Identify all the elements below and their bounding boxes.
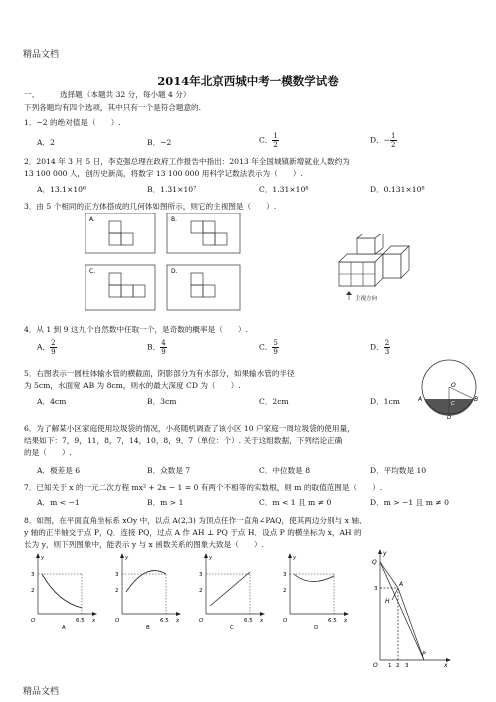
svg-text:P: P xyxy=(422,651,426,658)
q3-options-figure xyxy=(85,213,300,313)
q7-option-c: C．m < 1 且 m ≠ 0 xyxy=(259,498,332,507)
svg-text:x: x xyxy=(176,618,180,624)
q1-option-d xyxy=(370,132,397,149)
svg-text:2: 2 xyxy=(199,588,203,594)
svg-text:H: H xyxy=(385,598,390,605)
svg-text:O: O xyxy=(31,618,36,624)
q2-line2: 13 100 000 人，创历史新高，将数字 13 100 000 用科学记数法表示为（ ）. xyxy=(24,169,303,178)
q7-option-b: B．m > 1 xyxy=(147,498,184,507)
section-label: 一、 xyxy=(24,90,40,99)
q6-option-c: C．中位数是 8 xyxy=(259,466,311,475)
q1-d-prefix: D．− xyxy=(370,135,391,145)
svg-text:Q: Q xyxy=(372,559,377,566)
svg-text:O: O xyxy=(199,618,204,624)
q2-option-c: C．1.31×10⁸ xyxy=(259,185,309,194)
q5-line1: 5．右图表示一圆柱体输水管的横截面，阴影部分为有水部分，如果输水管的半径 xyxy=(24,369,295,378)
svg-text:3: 3 xyxy=(115,572,119,578)
svg-text:B: B xyxy=(146,625,150,630)
q5-option-b: B．3cm xyxy=(147,397,177,406)
svg-text:C: C xyxy=(230,625,234,630)
q6-option-a: A．极差是 6 xyxy=(37,466,81,475)
svg-text:3: 3 xyxy=(199,572,203,578)
q6-option-d: D．平均数是 10 xyxy=(370,466,427,475)
svg-text:3: 3 xyxy=(283,572,287,578)
svg-text:3: 3 xyxy=(374,586,378,592)
q5-option-c: C．2cm xyxy=(259,397,289,406)
q1-option-c xyxy=(259,132,279,149)
q8-line2: y 轴的正半轴交于点 P，Q．连接 PQ，过点 A 作 AH ⊥ PQ 于点 H．设点 P 的横坐标为 x，AH 的 xyxy=(24,528,362,537)
svg-text:O: O xyxy=(283,618,288,624)
svg-text:2: 2 xyxy=(396,663,400,668)
q4-option-a: A． $\frac{2}{9}$ xyxy=(37,339,56,356)
svg-text:y: y xyxy=(41,555,45,561)
q4-option-b: B． $\frac{4}{9}$ xyxy=(147,339,166,356)
q8-graph-a xyxy=(31,553,97,630)
svg-text:x: x xyxy=(344,618,348,624)
q1-c-fraction: $\frac{1}{2}$ xyxy=(273,132,278,149)
svg-text:2: 2 xyxy=(283,588,287,594)
q8-line3: 长为 y，则下列图象中，能表示 y 与 x 函数关系的图象大致是（ ）. xyxy=(24,540,264,549)
q7-option-a: A．m < −1 xyxy=(37,498,80,507)
svg-text:2: 2 xyxy=(31,588,35,594)
q1-c-prefix: C． xyxy=(259,135,273,145)
svg-text:O: O xyxy=(115,618,120,624)
q7-option-d: D．m > −1 且 m ≠ 0 xyxy=(370,498,449,507)
q3-cube-figure xyxy=(335,234,420,304)
q3-label-c: C. xyxy=(89,268,96,275)
svg-text:D: D xyxy=(447,415,452,419)
q3-view-direction: 主视方向 xyxy=(355,296,378,302)
q1-stem: 1．−2 的绝对值是（ ）. xyxy=(24,118,121,127)
svg-text:y: y xyxy=(125,555,129,561)
q4-option-c: C． $\frac{5}{9}$ xyxy=(259,339,278,356)
page-footer: 精品文档 xyxy=(23,687,60,697)
q1-d-fraction: $\frac{1}{2}$ xyxy=(391,132,396,149)
svg-text:6.5: 6.5 xyxy=(160,618,169,624)
svg-text:D: D xyxy=(314,625,319,630)
q5-option-d: D．1cm xyxy=(370,397,400,406)
q4-option-d: D． $\frac{2}{3}$ xyxy=(370,339,390,356)
svg-text:6.5: 6.5 xyxy=(244,618,253,624)
q8-graph-b xyxy=(115,553,181,630)
q4-stem: 4．从 1 到 9 这九个自然数中任取一个，是奇数的概率是（ ）. xyxy=(24,325,248,334)
q1-option-b: B．−2 xyxy=(147,138,172,147)
q6-option-b: B．众数是 7 xyxy=(147,466,191,475)
page-header: 精品文档 xyxy=(23,50,60,60)
q6-line1: 6．为了解某小区家庭使用垃圾袋的情况，小亮随机调查了该小区 10 户家庭一周垃圾袋的使用量， xyxy=(24,424,355,433)
q2-option-a: A．13.1×10⁶ xyxy=(37,185,87,194)
q6-line3: 的是（ ）. xyxy=(24,448,72,457)
q8-graph-c xyxy=(199,553,265,630)
svg-text:B: B xyxy=(474,396,479,403)
q2-option-d: D．0.131×10⁸ xyxy=(370,185,425,194)
q3-label-b: B. xyxy=(171,216,178,223)
svg-text:A: A xyxy=(62,625,66,630)
svg-text:3: 3 xyxy=(405,663,409,668)
svg-text:x: x xyxy=(444,662,448,668)
svg-text:3: 3 xyxy=(31,572,35,578)
q8-graph-d xyxy=(283,553,349,630)
svg-text:6.5: 6.5 xyxy=(328,618,337,624)
svg-text:2: 2 xyxy=(115,588,119,594)
svg-text:O: O xyxy=(373,662,378,668)
q3-stem: 3．由 5 个相同的正方体搭成的几何体如图所示，则它的主视图是（ ）. xyxy=(24,202,277,211)
q8-line1: 8．如图，在平面直角坐标系 xOy 中，以点 A(2,3) 为顶点任作一直角∠PAQ，使其两边分别与 x 轴、 xyxy=(24,516,367,525)
page-title: 2014年北京西城中考一模数学试卷 xyxy=(157,74,339,88)
q6-line2: 结果如下：7，9，11，8，7，14，10，8，9，7（单位：个）. 关于这组数据，下列结论正确 xyxy=(24,436,343,445)
q3-label-a: A. xyxy=(89,216,95,223)
svg-text:y: y xyxy=(383,550,387,557)
section-instruction: 下列各题均有四个选项，其中只有一个是符合题意的. xyxy=(24,103,202,112)
q8-graphs-figure xyxy=(28,552,358,630)
q2-option-b: B．1.31×10⁷ xyxy=(147,185,197,194)
svg-text:x: x xyxy=(260,618,264,624)
q3-label-d: D. xyxy=(171,268,178,275)
svg-text:6.5: 6.5 xyxy=(76,618,85,624)
svg-text:y: y xyxy=(209,555,213,561)
q5-option-a: A．4cm xyxy=(37,397,67,406)
svg-text:x: x xyxy=(92,618,96,624)
section-name: 选择题（本题共 32 分，每小题 4 分） xyxy=(60,90,191,99)
svg-text:O: O xyxy=(451,382,456,389)
svg-text:A: A xyxy=(418,396,423,403)
q7-stem: 7．已知关于 x 的一元二次方程 mx² + 2x − 1 = 0 有两个不相等的实数根，则 m 的取值范围是（ ）. xyxy=(24,483,383,492)
svg-text:1: 1 xyxy=(388,663,392,668)
q8-geometry-figure xyxy=(372,548,452,668)
svg-text:A: A xyxy=(399,581,404,588)
svg-text:y: y xyxy=(293,555,297,561)
q1-option-a: A．2 xyxy=(37,138,55,147)
q5-pipe-figure xyxy=(418,357,480,419)
q2-line1: 2．2014 年 3 月 5 日，李克强总理在政府工作报告中指出：2013 年全国城镇新增就业人数约为 xyxy=(24,157,350,166)
q5-line2: 为 5cm，水面宽 AB 为 8cm，则水的最大深度 CD 为（ ）. xyxy=(24,381,241,390)
svg-text:C: C xyxy=(451,401,455,407)
